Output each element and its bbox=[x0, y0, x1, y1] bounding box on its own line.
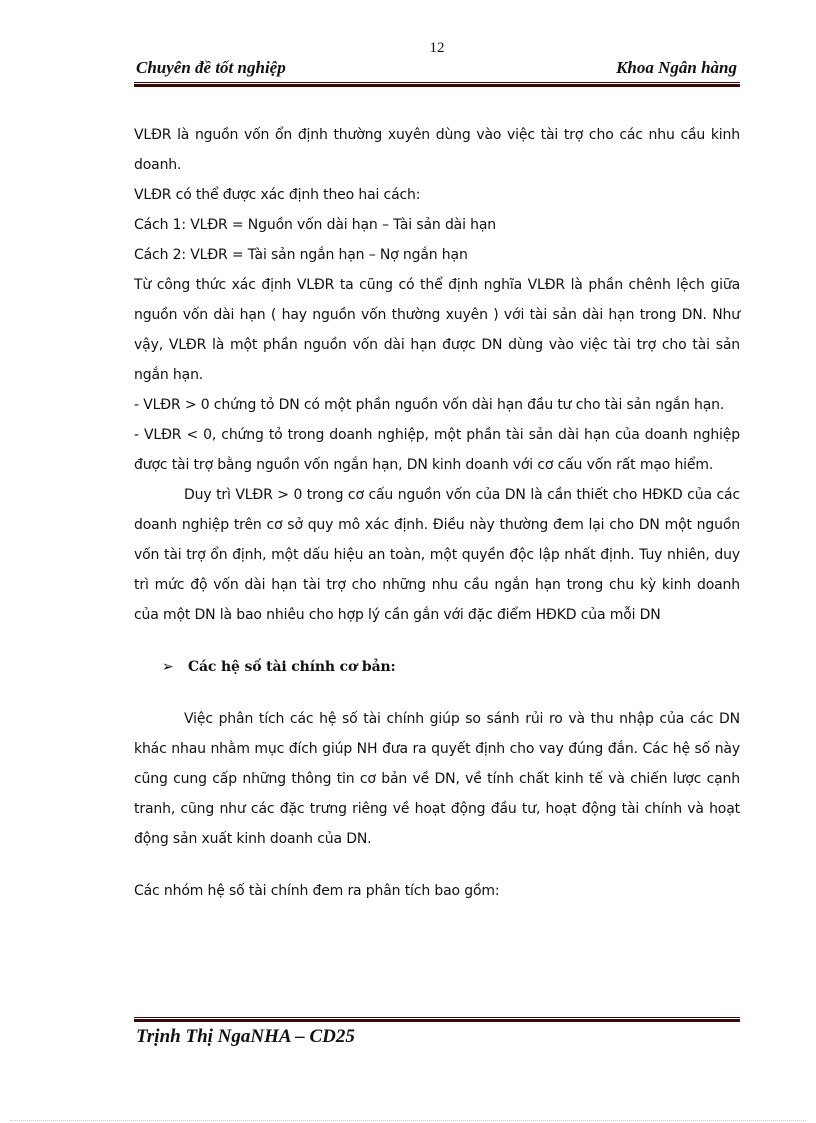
paragraph: VLĐR là nguồn vốn ổn định thường xuyên dùng vào việc tài trợ cho các nhu cầu kinh doanh. bbox=[134, 127, 740, 173]
header-department: Khoa Ngân hàng bbox=[616, 58, 737, 77]
header-rule-thick bbox=[134, 84, 740, 87]
arrow-bullet-icon: ➢ bbox=[162, 659, 174, 675]
section-heading-text: Các hệ số tài chính cơ bản: bbox=[188, 659, 396, 675]
paragraph: Duy trì VLĐR > 0 trong cơ cấu nguồn vốn của DN là cần thiết cho HĐKD của các doanh nghiệp trên cơ sở quy mô xác định. Điều này thường đem lại cho DN một nguồn vốn tài trợ ổn định, một dấu hiệu an toàn, một quyền độc lập nhất định. Tuy nhiên, duy trì mức độ vốn dài hạn tài trợ cho những nhu cầu ngắn hạn trong chu kỳ kinh doanh của một DN là bao nhiêu cho hợp lý cần gắn với đặc điểm HĐKD của mỗi DN bbox=[134, 487, 740, 623]
page-number: 12 bbox=[429, 40, 445, 56]
footer-rule-thick bbox=[134, 1019, 740, 1022]
formula-line: Cách 2: VLĐR = Tài sản ngắn hạn – Nợ ngắn hạn bbox=[134, 247, 468, 263]
formula-line: Cách 1: VLĐR = Nguồn vốn dài hạn – Tài sản dài hạn bbox=[134, 217, 497, 233]
paragraph: Việc phân tích các hệ số tài chính giúp so sánh rủi ro và thu nhập của các DN khác nhau nhằm mục đích giúp NH đưa ra quyết định cho vay đúng đắn. Các hệ số này cũng cung cấp những thông tin cơ bản về DN, về tính chất kinh tế và chiến lược cạnh tranh, cũng như các đặc trưng riêng về hoạt động đầu tư, hoạt động tài chính và hoạt động sản xuất kinh doanh của DN. bbox=[134, 711, 740, 847]
section-heading bbox=[134, 652, 740, 682]
footer-author: Trịnh Thị NgaNHA – CD25 bbox=[136, 1026, 355, 1047]
bullet-paragraph: - VLĐR < 0, chứng tỏ trong doanh nghiệp, một phần tài sản dài hạn của doanh nghiệp được tài trợ bằng nguồn vốn ngắn hạn, DN kinh doanh với cơ cấu vốn rất mạo hiểm. bbox=[134, 427, 740, 473]
header-rule-thin bbox=[134, 82, 740, 83]
bullet-paragraph: - VLĐR > 0 chứng tỏ DN có một phần nguồn vốn dài hạn đầu tư cho tài sản ngắn hạn. bbox=[134, 397, 725, 413]
footer-rule-thin bbox=[134, 1017, 740, 1018]
header-title: Chuyên đề tốt nghiệp bbox=[136, 58, 286, 77]
paragraph: Từ công thức xác định VLĐR ta cũng có thể định nghĩa VLĐR là phần chênh lệch giữa nguồn vốn dài hạn ( hay nguồn vốn thường xuyên ) với tài sản dài hạn trong DN. Như vậy, VLĐR là một phần nguồn vốn dài hạn được DN dùng vào việc tài trợ cho tài sản ngắn hạn. bbox=[134, 277, 740, 383]
paragraph: VLĐR có thể được xác định theo hai cách: bbox=[134, 187, 421, 203]
page-header bbox=[134, 58, 739, 82]
page-edge bbox=[10, 1120, 806, 1121]
paragraph: Các nhóm hệ số tài chính đem ra phân tích bao gồm: bbox=[134, 883, 500, 899]
document-body bbox=[134, 120, 740, 906]
